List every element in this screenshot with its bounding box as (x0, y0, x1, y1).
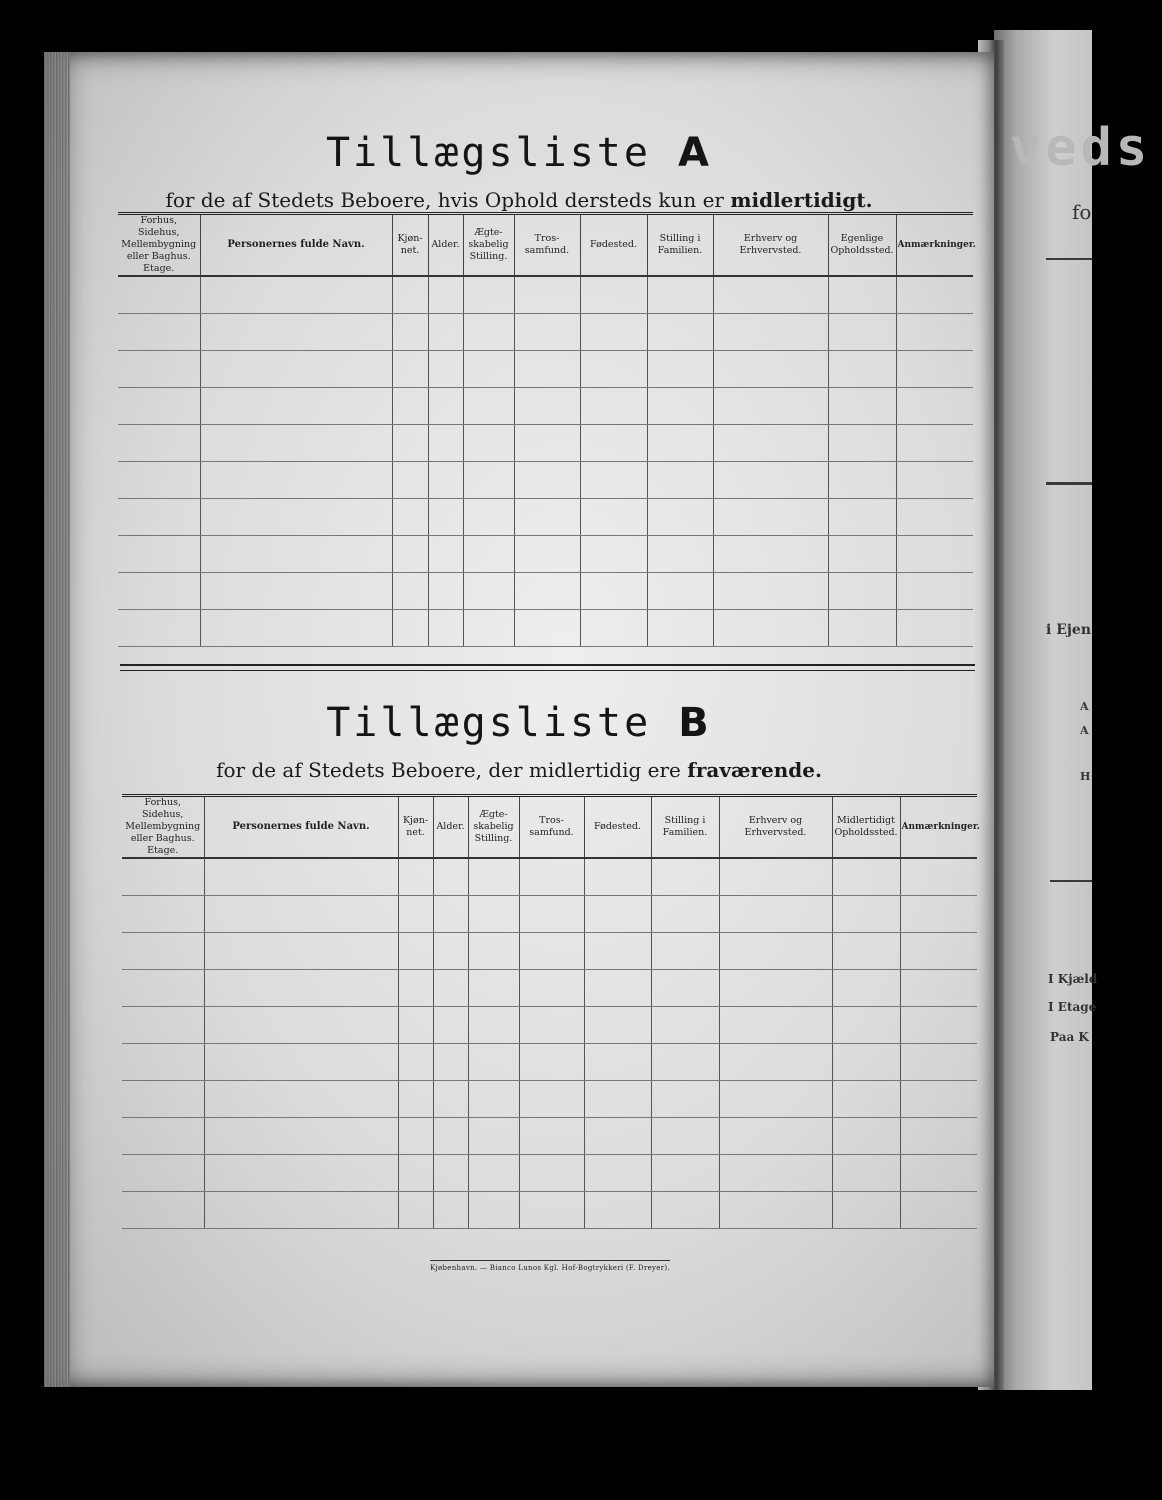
blank-cell (519, 1007, 584, 1044)
blank-cell (651, 1155, 719, 1192)
list-b-title (44, 700, 994, 746)
blank-cell (398, 1118, 433, 1155)
blank-cell (122, 1081, 204, 1118)
blank-cell (463, 351, 514, 388)
blank-table-row (118, 573, 973, 610)
blank-cell (433, 858, 468, 896)
blank-cell (200, 610, 392, 647)
blank-cell (832, 896, 900, 933)
blank-cell (392, 536, 428, 573)
blank-cell (398, 970, 433, 1007)
blank-cell (828, 276, 896, 314)
col-header-remarks: Anmærkninger. (897, 240, 976, 250)
blank-cell (122, 970, 204, 1007)
blank-cell (122, 1118, 204, 1155)
blank-table-row (122, 1081, 977, 1118)
blank-cell (514, 462, 580, 499)
col-header-residence: Egenlige Opholdssted. (828, 214, 896, 277)
blank-cell (514, 276, 580, 314)
blank-cell (118, 536, 200, 573)
blank-cell (122, 1155, 204, 1192)
blank-cell (428, 536, 463, 573)
blank-cell (122, 1044, 204, 1081)
blank-cell (651, 970, 719, 1007)
blank-cell (463, 276, 514, 314)
blank-cell (584, 1044, 651, 1081)
blank-table-row (122, 970, 977, 1007)
blank-cell (519, 858, 584, 896)
blank-cell (468, 970, 519, 1007)
blank-cell (900, 896, 977, 933)
list-a-subtitle (44, 188, 994, 212)
blank-cell (647, 610, 713, 647)
blank-table-row (118, 536, 973, 573)
list-a-header-row (118, 214, 973, 277)
blank-cell (433, 1118, 468, 1155)
blank-cell (428, 462, 463, 499)
facing-rule (1046, 482, 1092, 485)
blank-cell (433, 896, 468, 933)
blank-cell (651, 1007, 719, 1044)
blank-cell (468, 896, 519, 933)
blank-cell (651, 896, 719, 933)
blank-cell (584, 858, 651, 896)
blank-cell (828, 462, 896, 499)
list-a-title-text: Tillægsliste (325, 130, 651, 176)
blank-cell (713, 314, 828, 351)
blank-cell (896, 462, 973, 499)
blank-cell (713, 276, 828, 314)
blank-cell (392, 351, 428, 388)
blank-cell (468, 1192, 519, 1229)
blank-cell (433, 970, 468, 1007)
blank-cell (519, 1118, 584, 1155)
blank-cell (392, 499, 428, 536)
blank-cell (719, 933, 832, 970)
blank-cell (392, 610, 428, 647)
blank-cell (200, 314, 392, 351)
blank-cell (580, 536, 647, 573)
blank-cell (463, 610, 514, 647)
list-b-header-row (122, 796, 977, 859)
blank-cell (900, 1118, 977, 1155)
blank-cell (828, 351, 896, 388)
page-edge-stack (44, 52, 70, 1387)
blank-cell (900, 970, 977, 1007)
blank-cell (204, 896, 398, 933)
blank-cell (463, 536, 514, 573)
blank-cell (896, 573, 973, 610)
blank-cell (519, 933, 584, 970)
blank-cell (118, 276, 200, 314)
blank-cell (118, 462, 200, 499)
list-b-title-text: Tillægsliste (326, 700, 652, 746)
blank-cell (122, 1192, 204, 1229)
blank-cell (828, 499, 896, 536)
col-header-temp-residence: Midlertidigt Opholdssted. (832, 796, 900, 859)
blank-cell (468, 1155, 519, 1192)
col-header-sex: Kjøn-net. (398, 796, 433, 859)
blank-cell (647, 536, 713, 573)
blank-cell (580, 388, 647, 425)
blank-table-row (122, 1044, 977, 1081)
blank-cell (900, 1192, 977, 1229)
blank-cell (463, 573, 514, 610)
col-header-religion: Tros-samfund. (514, 214, 580, 277)
blank-table-row (118, 314, 973, 351)
blank-cell (896, 351, 973, 388)
blank-cell (200, 276, 392, 314)
blank-cell (832, 1118, 900, 1155)
blank-cell (719, 1118, 832, 1155)
blank-cell (519, 896, 584, 933)
blank-cell (118, 573, 200, 610)
blank-cell (204, 1118, 398, 1155)
blank-cell (719, 896, 832, 933)
blank-cell (200, 536, 392, 573)
blank-cell (713, 610, 828, 647)
facing-fragment: fo (1072, 200, 1092, 224)
blank-cell (900, 1155, 977, 1192)
blank-cell (118, 499, 200, 536)
blank-cell (519, 1081, 584, 1118)
blank-cell (584, 1118, 651, 1155)
blank-cell (713, 425, 828, 462)
blank-cell (580, 314, 647, 351)
blank-table-row (122, 896, 977, 933)
blank-cell (651, 858, 719, 896)
blank-cell (398, 1007, 433, 1044)
blank-cell (468, 858, 519, 896)
blank-cell (584, 1192, 651, 1229)
blank-cell (832, 1044, 900, 1081)
facing-rule (1050, 880, 1092, 882)
blank-cell (832, 858, 900, 896)
blank-cell (514, 314, 580, 351)
list-a-subtitle-text: for de af Stedets Beboere, hvis Ophold dersteds kun er (165, 188, 724, 212)
blank-cell (428, 314, 463, 351)
blank-cell (719, 1155, 832, 1192)
blank-cell (828, 425, 896, 462)
blank-cell (428, 425, 463, 462)
facing-fragment: A (1080, 724, 1089, 737)
blank-cell (584, 970, 651, 1007)
blank-table-row (122, 858, 977, 896)
blank-cell (398, 858, 433, 896)
blank-cell (651, 1192, 719, 1229)
blank-cell (468, 1081, 519, 1118)
blank-cell (514, 425, 580, 462)
section-divider (120, 664, 975, 671)
blank-cell (647, 499, 713, 536)
blank-cell (392, 314, 428, 351)
blank-cell (647, 276, 713, 314)
blank-cell (519, 1192, 584, 1229)
blank-table-row (118, 610, 973, 647)
col-header-sex: Kjøn-net. (392, 214, 428, 277)
blank-cell (200, 499, 392, 536)
blank-cell (204, 1192, 398, 1229)
facing-fragment: I Kjæld (1048, 972, 1098, 986)
blank-cell (651, 1081, 719, 1118)
blank-table-row (122, 1118, 977, 1155)
blank-cell (519, 970, 584, 1007)
blank-cell (398, 1081, 433, 1118)
blank-cell (398, 933, 433, 970)
blank-cell (713, 573, 828, 610)
blank-cell (118, 610, 200, 647)
facing-fragment: I Etage (1048, 1000, 1097, 1014)
list-a-subtitle-bold: midlertidigt. (730, 188, 873, 212)
col-header-age: Alder. (433, 796, 468, 859)
blank-cell (519, 1155, 584, 1192)
list-a-title (44, 130, 994, 176)
blank-cell (647, 388, 713, 425)
col-header-marital: Ægte-skabelig Stilling. (468, 796, 519, 859)
blank-cell (832, 970, 900, 1007)
list-a-body (118, 276, 973, 647)
blank-cell (900, 933, 977, 970)
blank-cell (463, 462, 514, 499)
blank-cell (719, 1192, 832, 1229)
blank-cell (832, 1007, 900, 1044)
blank-cell (204, 970, 398, 1007)
blank-table-row (122, 1007, 977, 1044)
blank-cell (433, 1155, 468, 1192)
blank-cell (580, 462, 647, 499)
blank-cell (514, 610, 580, 647)
blank-cell (428, 276, 463, 314)
blank-cell (828, 536, 896, 573)
blank-cell (580, 276, 647, 314)
col-header-occupation: Erhverv og Erhvervsted. (713, 214, 828, 277)
col-header-occupation: Erhverv og Erhvervsted. (719, 796, 832, 859)
blank-cell (580, 573, 647, 610)
col-header-marital: Ægte-skabelig Stilling. (463, 214, 514, 277)
blank-cell (896, 388, 973, 425)
col-header-age: Alder. (428, 214, 463, 277)
blank-cell (398, 1155, 433, 1192)
blank-cell (647, 462, 713, 499)
blank-cell (468, 1044, 519, 1081)
list-b-table (122, 794, 980, 1229)
list-b-letter: B (678, 700, 712, 746)
facing-page-faint-title: veds (1010, 118, 1152, 178)
blank-cell (719, 1007, 832, 1044)
blank-cell (896, 314, 973, 351)
blank-cell (896, 610, 973, 647)
blank-cell (719, 858, 832, 896)
blank-cell (468, 1118, 519, 1155)
blank-cell (398, 1044, 433, 1081)
blank-cell (713, 499, 828, 536)
blank-cell (118, 425, 200, 462)
blank-cell (204, 858, 398, 896)
blank-cell (200, 573, 392, 610)
blank-cell (468, 933, 519, 970)
blank-cell (896, 276, 973, 314)
blank-cell (122, 858, 204, 896)
blank-cell (122, 1007, 204, 1044)
blank-cell (514, 536, 580, 573)
blank-cell (122, 896, 204, 933)
blank-cell (392, 573, 428, 610)
blank-table-row (118, 462, 973, 499)
blank-cell (584, 896, 651, 933)
blank-cell (514, 351, 580, 388)
blank-table-row (118, 351, 973, 388)
blank-cell (584, 1007, 651, 1044)
blank-cell (584, 1155, 651, 1192)
blank-cell (204, 933, 398, 970)
blank-cell (468, 1007, 519, 1044)
blank-cell (832, 933, 900, 970)
blank-cell (719, 1081, 832, 1118)
col-header-family-position: Stilling i Familien. (651, 796, 719, 859)
list-b-subtitle (44, 758, 994, 782)
facing-rule (1046, 258, 1092, 260)
blank-cell (584, 933, 651, 970)
blank-table-row (122, 1155, 977, 1192)
blank-cell (463, 388, 514, 425)
blank-cell (713, 536, 828, 573)
blank-cell (580, 610, 647, 647)
blank-cell (896, 499, 973, 536)
blank-cell (433, 1044, 468, 1081)
col-header-birthplace: Fødested. (584, 796, 651, 859)
col-header-building: Forhus, Sidehus, Mellembygning eller Baghus. Etage. (118, 214, 200, 277)
blank-cell (200, 351, 392, 388)
blank-cell (832, 1155, 900, 1192)
blank-table-row (122, 1192, 977, 1229)
col-header-name: Personernes fulde Navn. (204, 796, 398, 859)
blank-cell (896, 536, 973, 573)
col-header-name: Personernes fulde Navn. (200, 214, 392, 277)
blank-table-row (118, 388, 973, 425)
blank-table-row (118, 276, 973, 314)
list-a-table (118, 212, 976, 647)
blank-cell (647, 351, 713, 388)
facing-fragment: Paa K (1050, 1030, 1089, 1044)
facing-page (994, 30, 1092, 1390)
list-b-body (122, 858, 977, 1229)
blank-cell (719, 970, 832, 1007)
blank-cell (832, 1192, 900, 1229)
blank-cell (580, 351, 647, 388)
facing-fragment: H (1080, 770, 1091, 783)
blank-cell (428, 388, 463, 425)
blank-cell (118, 388, 200, 425)
blank-cell (519, 1044, 584, 1081)
blank-cell (713, 388, 828, 425)
blank-cell (713, 351, 828, 388)
blank-table-row (122, 933, 977, 970)
blank-cell (392, 462, 428, 499)
list-b-subtitle-bold: fraværende. (687, 758, 822, 782)
blank-cell (514, 388, 580, 425)
blank-cell (719, 1044, 832, 1081)
blank-cell (900, 1044, 977, 1081)
census-page (44, 52, 994, 1387)
facing-fragment: A (1080, 700, 1089, 713)
blank-cell (392, 388, 428, 425)
col-header-family-position: Stilling i Familien. (647, 214, 713, 277)
blank-cell (828, 314, 896, 351)
col-header-birthplace: Fødested. (580, 214, 647, 277)
blank-cell (584, 1081, 651, 1118)
col-header-religion: Tros-samfund. (519, 796, 584, 859)
blank-cell (433, 1192, 468, 1229)
blank-cell (900, 858, 977, 896)
blank-cell (580, 499, 647, 536)
blank-cell (200, 425, 392, 462)
blank-cell (828, 573, 896, 610)
blank-cell (428, 351, 463, 388)
blank-cell (428, 610, 463, 647)
blank-cell (204, 1081, 398, 1118)
blank-cell (204, 1044, 398, 1081)
col-header-building: Forhus, Sidehus, Mellembygning eller Baghus. Etage. (122, 796, 204, 859)
blank-cell (204, 1155, 398, 1192)
blank-cell (647, 314, 713, 351)
printer-imprint: Kjøbenhavn. — Bianco Lunos Kgl. Hof-Bogtrykkeri (F. Dreyer). (430, 1260, 670, 1272)
blank-cell (118, 351, 200, 388)
blank-cell (398, 896, 433, 933)
blank-cell (828, 610, 896, 647)
blank-cell (828, 388, 896, 425)
blank-cell (392, 425, 428, 462)
blank-cell (514, 499, 580, 536)
blank-table-row (118, 499, 973, 536)
blank-cell (900, 1081, 977, 1118)
blank-cell (651, 1118, 719, 1155)
blank-cell (428, 573, 463, 610)
blank-cell (580, 425, 647, 462)
blank-cell (433, 933, 468, 970)
blank-cell (398, 1192, 433, 1229)
blank-cell (463, 499, 514, 536)
blank-cell (433, 1081, 468, 1118)
list-a-letter: A (678, 130, 713, 176)
blank-cell (651, 1044, 719, 1081)
col-header-remarks: Anmærkninger. (901, 822, 980, 832)
blank-cell (647, 425, 713, 462)
blank-cell (428, 499, 463, 536)
blank-cell (647, 573, 713, 610)
blank-cell (896, 425, 973, 462)
blank-cell (200, 462, 392, 499)
blank-cell (651, 933, 719, 970)
facing-fragment: i Ejen (1046, 622, 1092, 638)
blank-cell (204, 1007, 398, 1044)
blank-cell (200, 388, 392, 425)
blank-cell (122, 933, 204, 970)
blank-cell (900, 1007, 977, 1044)
blank-cell (118, 314, 200, 351)
blank-cell (463, 314, 514, 351)
blank-cell (392, 276, 428, 314)
blank-cell (433, 1007, 468, 1044)
blank-cell (713, 462, 828, 499)
blank-table-row (118, 425, 973, 462)
blank-cell (832, 1081, 900, 1118)
blank-cell (463, 425, 514, 462)
blank-cell (514, 573, 580, 610)
list-b-subtitle-text: for de af Stedets Beboere, der midlertidig ere (216, 758, 681, 782)
